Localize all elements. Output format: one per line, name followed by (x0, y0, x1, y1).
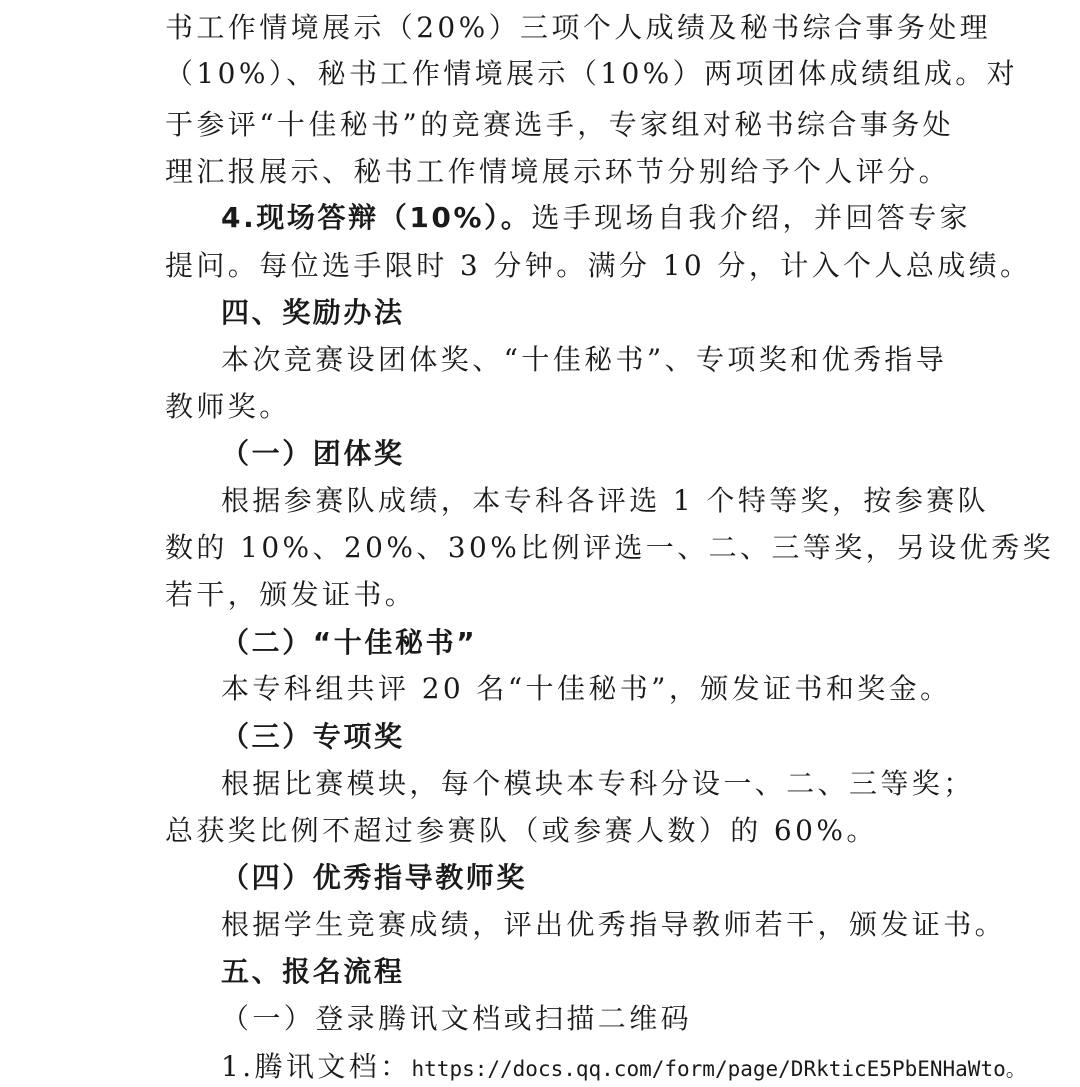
teacher-award-line: 根据学生竞赛成绩，评出优秀指导教师若干，颁发证书。 (221, 908, 1007, 941)
subheading-special-award: （三）专项奖 (221, 720, 405, 753)
subheading-top-ten: （二）“十佳秘书” (221, 626, 478, 659)
team-award-line-2: 数的 10%、20%、30%比例评选一、二、三等奖，另设优秀奖 (165, 531, 1055, 564)
section-heading-registration: 五、报名流程 (221, 955, 405, 988)
top-ten-line: 本专科组共评 20 名“十佳秘书”，颁发证书和奖金。 (221, 672, 952, 705)
oral-defense-heading: 4.现场答辩（10%）。 (221, 201, 532, 234)
team-award-line-3: 若干，颁发证书。 (165, 578, 417, 611)
special-award-line-1: 根据比赛模块，每个模块本专科分设一、二、三等奖； (221, 767, 975, 800)
paragraph-line-2: （10%）、秘书工作情境展示（10%）两项团体成绩组成。对 (165, 57, 1019, 90)
awards-intro-line-1: 本次竞赛设团体奖、“十佳秘书”、专项奖和优秀指导 (221, 343, 948, 376)
oral-defense-line: 4.现场答辩（10%）。选手现场自我介绍，并回答专家 (221, 201, 971, 234)
oral-defense-detail-line: 提问。每位选手限时 3 分钟。满分 10 分，计入个人总成绩。 (165, 249, 1032, 282)
subheading-teacher-award: （四）优秀指导教师奖 (221, 861, 528, 894)
registration-step-1: （一）登录腾讯文档或扫描二维码 (221, 1002, 693, 1035)
team-award-line-1: 根据参赛队成绩，本专科各评选 1 个特等奖，按参赛队 (221, 484, 990, 517)
paragraph-line-4: 理汇报展示、秘书工作情境展示环节分别给予个人评分。 (165, 155, 951, 188)
awards-intro-line-2: 教师奖。 (165, 390, 291, 423)
special-award-line-2: 总获奖比例不超过参赛队（或参赛人数）的 60%。 (165, 814, 878, 847)
paragraph-line-3: 于参评“十佳秘书”的竞赛选手，专家组对秘书综合事务处 (165, 108, 955, 141)
paragraph-line-1: 书工作情境展示（20%）三项个人成绩及秘书综合事务处理 (165, 11, 992, 44)
section-heading-awards: 四、奖励办法 (221, 296, 405, 329)
registration-link-line: 1.腾讯文档：https://docs.qq.com/form/page/DRkticE5PbENHaWto。 (221, 1050, 1027, 1083)
tencent-docs-link[interactable]: https://docs.qq.com/form/page/DRkticE5PbENHaWto。 (411, 1057, 1027, 1081)
subheading-team-award: （一）团体奖 (221, 437, 405, 470)
